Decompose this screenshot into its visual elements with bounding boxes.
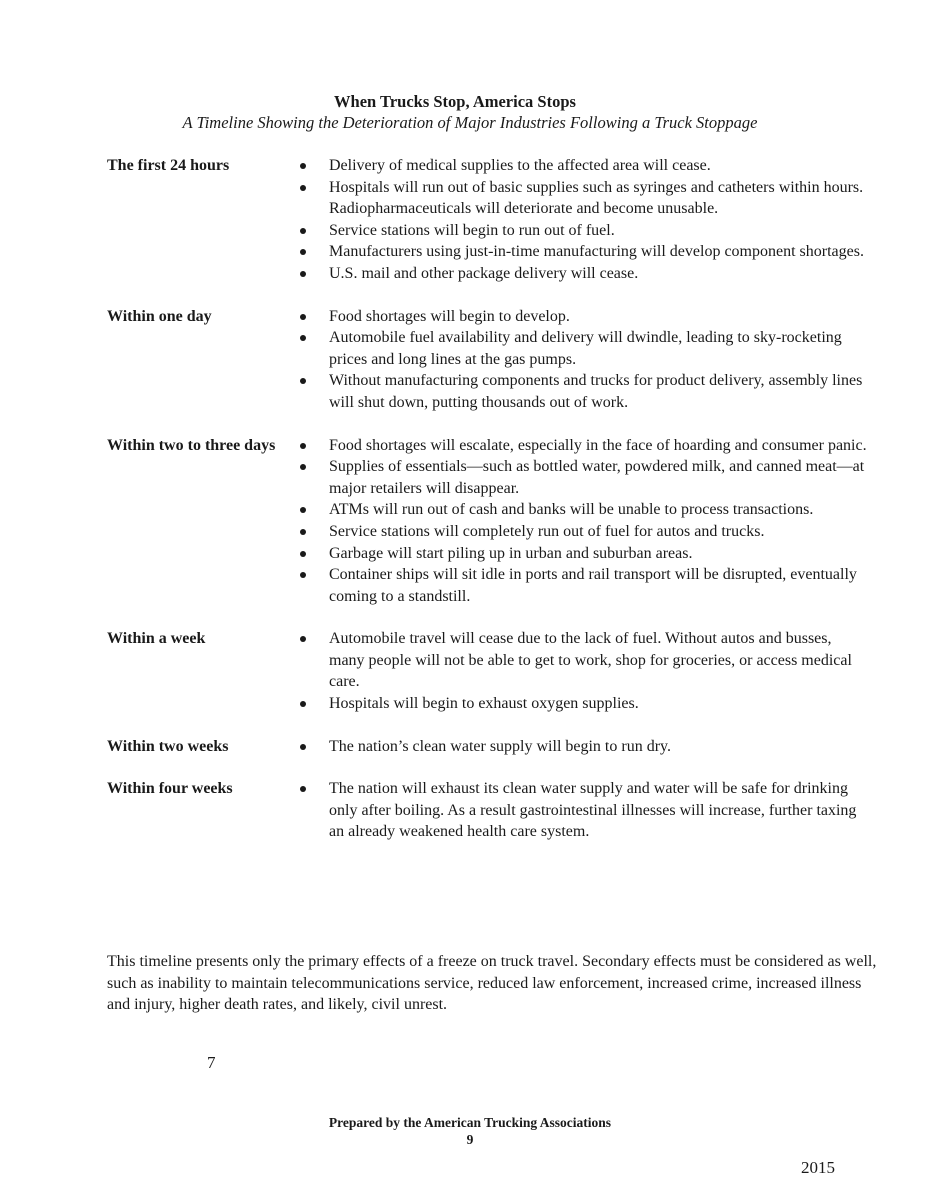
list-item <box>300 628 867 693</box>
list-item-text: Service stations will begin to run out of fuel. <box>329 221 615 239</box>
list-item-text: Food shortages will escalate, especially in the face of hoarding and consumer panic. <box>329 436 867 454</box>
list-item-text: Manufacturers using just-in-time manufacturing will develop component shortages. <box>329 243 864 261</box>
list-item <box>300 155 867 177</box>
timeline-section-within-four-weeks <box>107 778 867 843</box>
footer-page-number: 9 <box>466 1132 474 1147</box>
section-label: Within one day <box>107 307 212 325</box>
bullet-icon <box>300 163 306 169</box>
section-label: Within two weeks <box>107 737 229 755</box>
list-item <box>300 736 867 758</box>
bullet-icon <box>300 744 306 750</box>
timeline-section-first-24-hours <box>107 155 867 285</box>
list-item-text: The nation will exhaust its clean water supply and water will be safe for drinking only after boiling. As a result gastrointestinal illnesses will increase, further taxing an already weakened health care system. <box>329 780 857 841</box>
page-subtitle: A Timeline Showing the Deterioration of Major Industries Following a Truck Stoppage <box>182 113 758 132</box>
list-item-text: Garbage will start piling up in urban and suburban areas. <box>329 544 693 562</box>
list-item <box>300 177 867 220</box>
bullet-icon <box>300 786 306 792</box>
timeline-section-within-one-day <box>107 306 867 414</box>
bullet-icon <box>300 701 306 707</box>
summary-paragraph: This timeline presents only the primary effects of a freeze on truck travel. Secondary effects must be considered as well, such as inability to maintain telecommunications service, reduced law enforcement, increased crime, increased illness and injury, higher death rates, and likely, civil unrest. <box>107 953 877 1014</box>
bullet-icon <box>300 551 306 557</box>
list-item <box>300 306 867 328</box>
list-item <box>300 241 867 263</box>
list-item <box>300 220 867 242</box>
bullet-list <box>300 435 867 608</box>
bullet-list <box>300 628 867 714</box>
bullet-icon <box>300 228 306 234</box>
bullet-icon <box>300 443 306 449</box>
list-item <box>300 499 867 521</box>
bullet-icon <box>300 271 306 277</box>
bullet-list <box>300 306 867 414</box>
page-title: When Trucks Stop, America Stops <box>334 92 576 111</box>
list-item <box>300 693 867 715</box>
page-number-left: 7 <box>207 1053 216 1072</box>
bullet-icon <box>300 335 306 341</box>
bullet-icon <box>300 249 306 255</box>
bullet-icon <box>300 378 306 384</box>
timeline-section-within-a-week <box>107 628 867 714</box>
list-item <box>300 543 867 565</box>
bullet-icon <box>300 185 306 191</box>
bullet-list <box>300 736 867 758</box>
list-item-text: U.S. mail and other package delivery will cease. <box>329 264 639 282</box>
list-item <box>300 263 867 285</box>
list-item-text: Food shortages will begin to develop. <box>329 307 570 325</box>
bullet-icon <box>300 314 306 320</box>
list-item <box>300 564 867 607</box>
section-label: Within four weeks <box>107 780 233 798</box>
timeline <box>107 155 867 843</box>
list-item-text: Without manufacturing components and trucks for product delivery, assembly lines will shut down, putting thousands out of work. <box>329 372 863 411</box>
bullet-icon <box>300 464 306 470</box>
list-item <box>300 456 867 499</box>
footer-year: 2015 <box>801 1158 835 1177</box>
list-item-text: Hospitals will begin to exhaust oxygen supplies. <box>329 695 639 713</box>
bullet-list <box>300 155 867 285</box>
section-label: The first 24 hours <box>107 157 230 174</box>
list-item-text: Delivery of medical supplies to the affected area will cease. <box>329 157 711 174</box>
list-item-text: Automobile travel will cease due to the lack of fuel. Without autos and busses, many people will not be able to get to work, shop for groceries, or access medical care. <box>329 630 852 691</box>
timeline-section-within-two-weeks <box>107 736 867 758</box>
list-item-text: ATMs will run out of cash and banks will be unable to process transactions. <box>329 501 814 519</box>
section-label: Within two to three days <box>107 436 276 454</box>
list-item <box>300 778 867 843</box>
timeline-section-within-two-to-three-days <box>107 435 867 608</box>
bullet-icon <box>300 507 306 513</box>
list-item <box>300 435 867 457</box>
bullet-icon <box>300 572 306 578</box>
list-item-text: The nation’s clean water supply will begin to run dry. <box>329 737 671 755</box>
footer-attribution: Prepared by the American Trucking Associations <box>328 1115 612 1130</box>
list-item-text: Container ships will sit idle in ports and rail transport will be disrupted, eventually coming to a standstill. <box>329 566 857 605</box>
list-item-text: Supplies of essentials—such as bottled water, powdered milk, and canned meat—at major retailers will disappear. <box>329 458 865 497</box>
bullet-list <box>300 778 867 843</box>
bullet-icon <box>300 529 306 535</box>
list-item-text: Hospitals will run out of basic supplies such as syringes and catheters within hours. Radiopharmaceuticals will deteriorate and become unusable. <box>329 178 864 218</box>
list-item <box>300 370 867 413</box>
list-item-text: Automobile fuel availability and delivery will dwindle, leading to sky-rocketing prices and long lines at the gas pumps. <box>329 329 842 368</box>
list-item <box>300 327 867 370</box>
bullet-icon <box>300 636 306 642</box>
list-item <box>300 521 867 543</box>
section-label: Within a week <box>107 630 206 648</box>
list-item-text: Service stations will completely run out of fuel for autos and trucks. <box>329 522 765 540</box>
